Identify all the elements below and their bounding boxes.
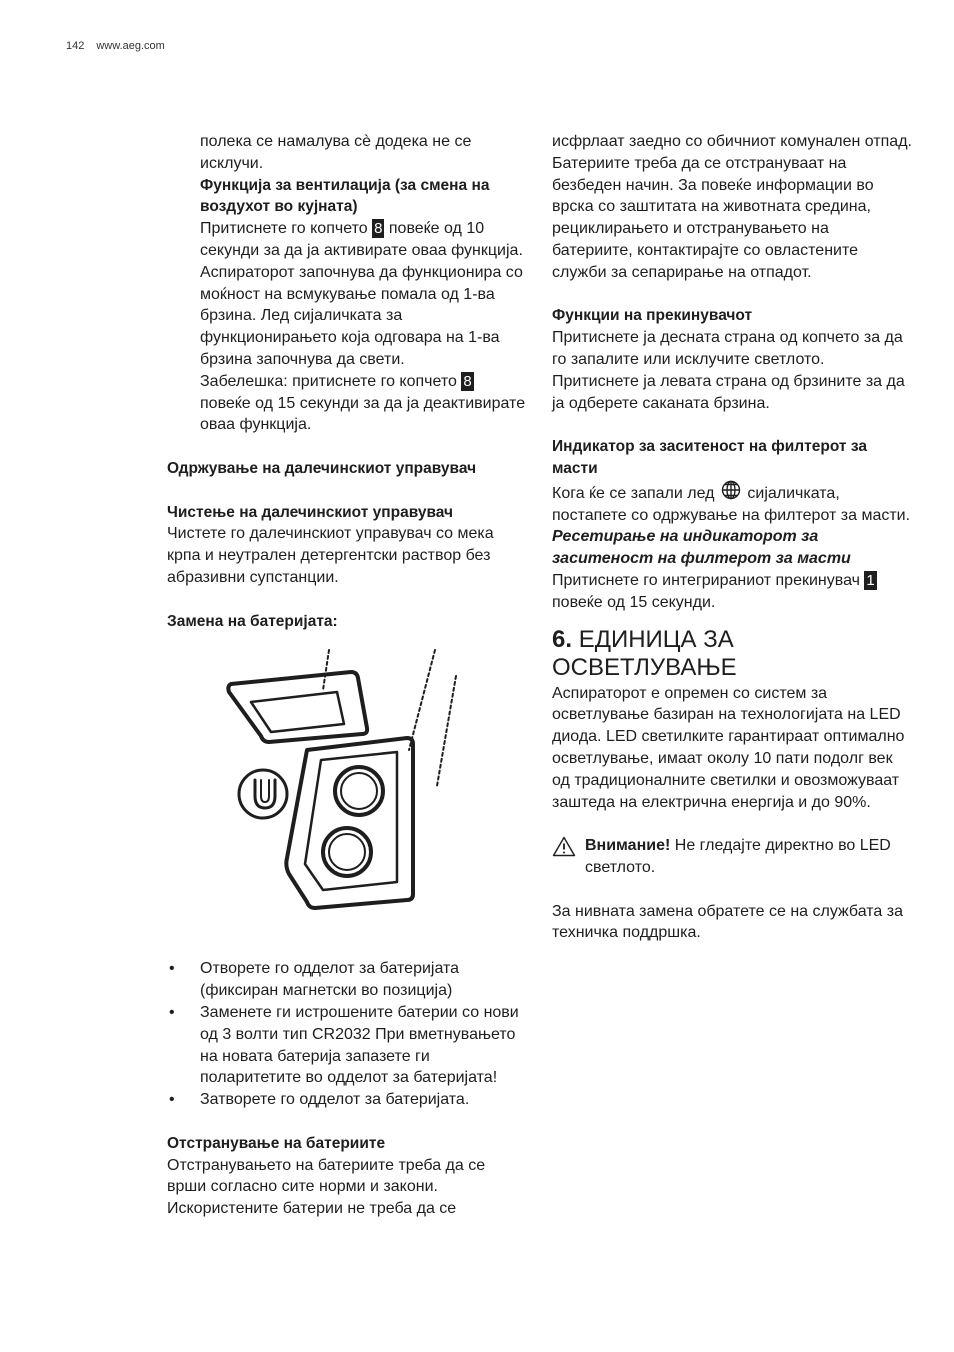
intro-line-1: полека се намалува сè додека не се <box>200 133 472 150</box>
warning-label: Внимание! <box>585 837 671 855</box>
list-item: • Заменете ги истрошените батерии со нови од 3 волти тип CR2032 При вметнувањето на новата батерија запазете ги поларитетите во одделот за батеријата! <box>169 1003 519 1087</box>
lighting-text: Аспираторот е опремен со систем за осветлување базиран на технологијата на LED диода. LED светилките гарантираат оптимално осветлување, имаат околу 10 пати подолг век од традиционалните светилки и овозможуваат заштеда на електрична енергија и до 90%. <box>552 684 905 811</box>
battery-steps-list <box>167 958 527 1111</box>
disposal-text: Отстранувањето на батериите треба да се врши согласно сите норми и закони. Искористените батерии не треба да се <box>167 1156 486 1218</box>
list-item: • Отворете го одделот за батеријата (фиксиран магнетски во позиција) <box>169 960 460 1000</box>
ventilation-note: Забелешка: притиснете го копчето 8 повеќе од 15 секунди за да ја деактивирате оваа функција. <box>200 372 526 434</box>
filter-reset-title: Ресетирање на индикаторот за заситеност на филтерот за масти <box>552 528 851 568</box>
warning-icon <box>552 836 576 857</box>
key-8-badge-note: 8 <box>463 372 472 390</box>
lighting-section-heading <box>552 626 912 683</box>
intro-text <box>167 131 527 175</box>
disposal-continued-text: исфрлаат заедно со обичниот комунален отпад. Батериите треба да се отстрануваат на безбеден начин. За повеќе информации во врска со заштитата на животната средина, рециклирањето и отстранувањето на батериите, контактирајте со овластените служби за сепарирање на отпадот. <box>552 133 912 281</box>
section-number: 6. <box>552 625 573 653</box>
maintenance-title: Одржување на далечинскиот управувач <box>167 459 477 477</box>
grease-filter-icon <box>721 480 741 500</box>
page-number: 142 <box>66 40 85 52</box>
left-column <box>167 131 527 1220</box>
ventilation-text: Притиснете го копчето 8 повеќе од 10 секунди за да ја активирате оваа функција. Аспираторот започнува да функционира со моќност на всмукување помала од 1-ва брзина. Лед сијаличката за функционирањето која одговара на 1-ва брзина започнува да свети. <box>200 220 523 368</box>
ventilation-title: Функција за вентилација (за смена на воздухот во кујната) <box>200 176 490 216</box>
cleaning-title: Чистење на далечинскиот управувач <box>167 503 454 521</box>
switch-text: Притиснете ја десната страна од копчето за да го запалите или исклучите светлото. Притиснете ја левата страна од брзините за да ја одберете саканата брзина. <box>552 329 905 412</box>
list-item: • Затворете го одделот за батеријата. <box>169 1091 470 1109</box>
section-title: ЕДИНИЦА ЗА ОСВЕТЛУВАЊЕ <box>552 625 737 682</box>
battery-title: Замена на батеријата: <box>167 612 338 630</box>
warning-text: Внимание! Не гледајте директно во LED светлото. <box>585 837 891 876</box>
right-column <box>552 131 912 944</box>
ventilation-section <box>167 175 527 437</box>
battery-compartment-illustration <box>219 646 469 926</box>
key-8-badge: 8 <box>374 220 383 238</box>
filter-indicator-title: Индикатор за заситеност на филтерот за масти <box>552 438 867 477</box>
filter-reset-text: Притиснете го интегрираниот прекинувач 1 повеќе од 15 секунди. <box>552 571 875 611</box>
key-1-badge: 1 <box>866 571 875 589</box>
service-text: За нивната замена обратете се на службата за техничка поддршка. <box>552 902 903 942</box>
page-header <box>66 40 165 52</box>
filter-indicator-text: Кога ќе се запали лед сијаличката, постапете со одржување на филтерот за масти. <box>552 480 912 527</box>
cleaning-text: Чистете го далечинскиот управувач со мека крпа и неутрален детергентски раствор без абразивни супстанции. <box>167 525 494 586</box>
intro-line-2: исклучи. <box>200 154 264 172</box>
header-url: www.aeg.com <box>96 40 165 52</box>
switch-title: Функции на прекинувачот <box>552 307 753 325</box>
warning-note <box>552 835 912 879</box>
disposal-title: Отстранување на батериите <box>167 1134 386 1152</box>
